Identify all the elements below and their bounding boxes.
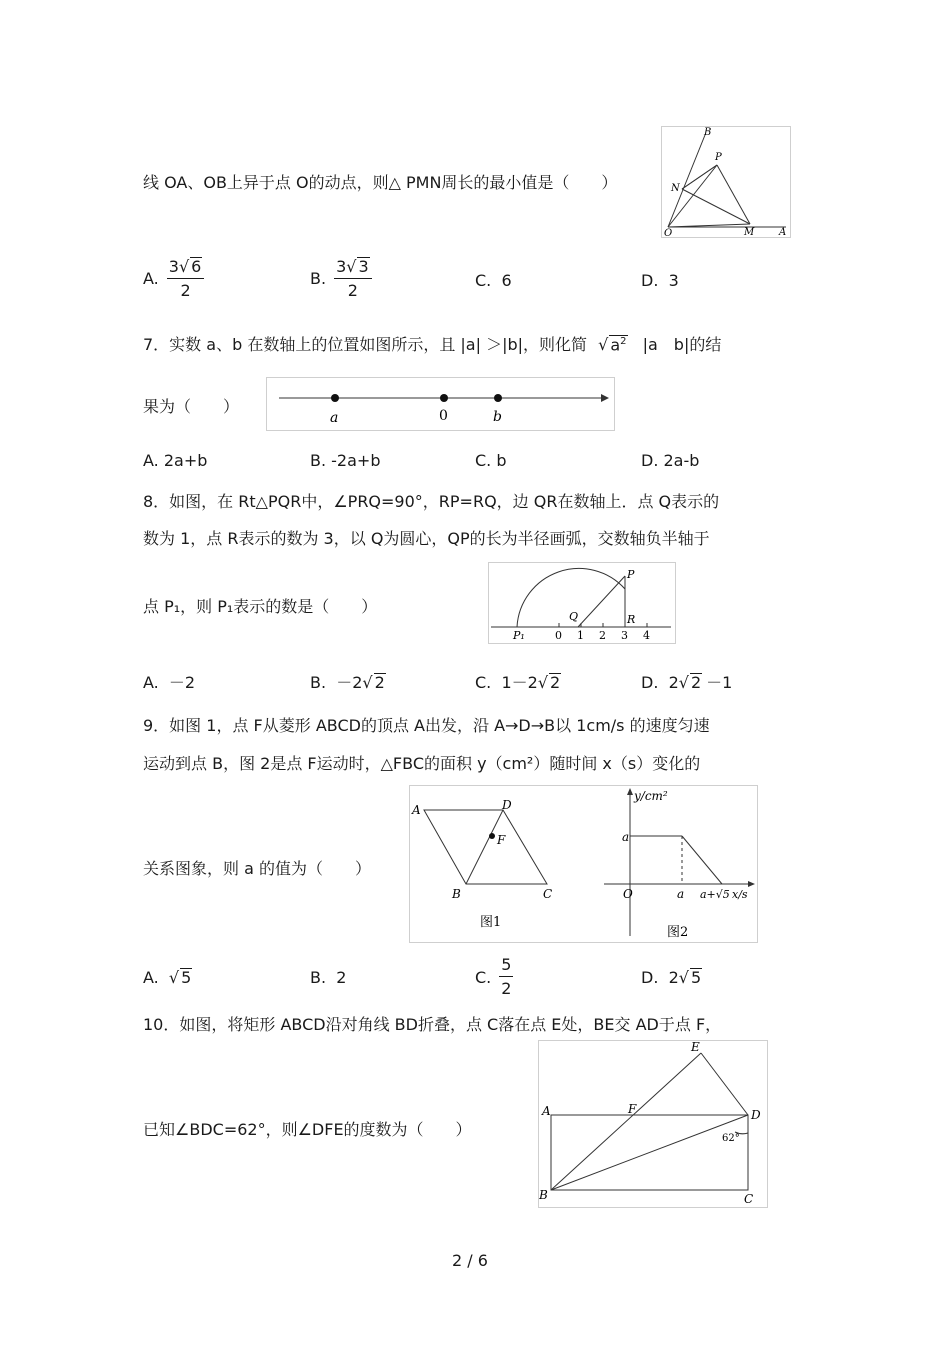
q8-option-c: C. 1－2√ 2 bbox=[475, 673, 561, 692]
q9-fig1-label-b: B bbox=[452, 887, 461, 901]
q9-fig1-label-d: D bbox=[502, 798, 512, 812]
q6-label-a: A bbox=[779, 227, 787, 237]
q10-label-a: A bbox=[542, 1104, 551, 1118]
q8-option-c-letter: C. bbox=[475, 673, 492, 692]
q6-option-b-coef: 3 bbox=[336, 257, 347, 276]
q9-option-b-letter: B. bbox=[310, 968, 327, 987]
q8-label-r: R bbox=[627, 613, 636, 626]
q9-fig2-label-a-x: a bbox=[677, 887, 685, 901]
q9-fig1-label-f: F bbox=[497, 833, 506, 847]
q8-tick-3: 3 bbox=[621, 629, 628, 642]
q10-stem-line1: 10．如图，将矩形 ABCD沿对角线 BD折叠，点 C落在点 E处，BE交 AD于点 F， bbox=[143, 1015, 722, 1034]
q6-option-b bbox=[310, 257, 372, 301]
q9-stem-line3: 关系图象，则 a 的值为（ ） bbox=[143, 859, 371, 878]
q6-label-m: M bbox=[744, 227, 755, 237]
q10-stem-line2: 已知∠BDC=62°，则∠DFE的度数为（ ） bbox=[143, 1120, 472, 1139]
q7-option-b: B. -2a+b bbox=[310, 451, 381, 470]
q6-option-b-radicand: 3 bbox=[358, 257, 369, 276]
q9-fig2-label-a-y: a bbox=[622, 830, 630, 844]
q9-fig2-label-y: y/cm² bbox=[634, 789, 668, 803]
q6-option-a-radicand: 6 bbox=[191, 257, 202, 276]
q7-option-d: D. 2a-b bbox=[641, 451, 700, 470]
q8-tick-1: 1 bbox=[577, 629, 584, 642]
q9-option-c bbox=[475, 956, 513, 999]
q8-tick-4: 4 bbox=[643, 629, 650, 642]
q6-option-c-text: 6 bbox=[501, 271, 512, 290]
q9-option-a-radicand: 5 bbox=[181, 968, 192, 987]
q7-stem-part1: 7．实数 a、b 在数轴上的位置如图所示，且 |a| ＞|b|，则化简 bbox=[143, 335, 588, 354]
q7-exponent: 2 bbox=[620, 335, 627, 347]
q6-option-c-letter: C. bbox=[475, 271, 492, 290]
q6-label-b: B bbox=[704, 127, 712, 138]
q6-option-b-letter: B. bbox=[310, 269, 327, 289]
page-number: 2 / 6 bbox=[452, 1251, 488, 1270]
q9-option-c-letter: C. bbox=[475, 967, 492, 987]
q6-option-a bbox=[143, 257, 204, 301]
q10-angle-label: 62° bbox=[722, 1133, 740, 1144]
q8-figure bbox=[488, 562, 676, 644]
q7-stem bbox=[143, 332, 721, 355]
q7-option-a: A. 2a+b bbox=[143, 451, 208, 470]
q8-tick-2: 2 bbox=[599, 629, 606, 642]
q6-option-b-denominator: 2 bbox=[347, 281, 358, 301]
q7-label-zero: 0 bbox=[439, 408, 448, 424]
q9-figures bbox=[409, 785, 758, 943]
q6-label-n: N bbox=[671, 183, 680, 194]
q8-stem-line1: 8．如图，在 Rt△PQR中，∠PRQ=90°，RP=RQ，边 QR在数轴上．点 Q表示的 bbox=[143, 492, 720, 511]
q9-fig1-label-c: C bbox=[543, 887, 553, 901]
q8-option-c-prefix: 1－2 bbox=[501, 673, 538, 692]
q8-stem-line3: 点 P₁，则 P₁表示的数是（ ） bbox=[143, 597, 378, 616]
q10-label-d: D bbox=[751, 1108, 761, 1122]
q7-label-a: a bbox=[330, 410, 339, 426]
q8-option-d-prefix: 2 bbox=[668, 673, 679, 692]
q7-radicand: a bbox=[610, 335, 621, 354]
q10-figure bbox=[538, 1040, 768, 1208]
q9-stem-line1: 9．如图 1，点 F从菱形 ABCD的顶点 A出发，沿 A→D→B以 1cm/s 的速度匀速 bbox=[143, 716, 710, 735]
q8-label-p: P bbox=[627, 568, 635, 581]
q9-fig2-label-x: x/s bbox=[732, 888, 748, 901]
q9-option-d-radicand: 5 bbox=[690, 968, 702, 987]
q8-option-d-letter: D. bbox=[641, 673, 659, 692]
q10-label-f: F bbox=[628, 1102, 637, 1116]
q6-figure bbox=[661, 126, 791, 238]
q6-option-a-coef: 3 bbox=[168, 257, 179, 276]
q9-option-a-letter: A. bbox=[143, 968, 159, 987]
q8-option-a-text: －2 bbox=[168, 673, 196, 692]
q8-option-b-radicand: 2 bbox=[374, 673, 385, 692]
q6-option-a-letter: A. bbox=[143, 269, 159, 289]
q9-option-c-denominator: 2 bbox=[501, 979, 512, 999]
q9-option-d-letter: D. bbox=[641, 968, 659, 987]
q6-option-d bbox=[641, 271, 679, 290]
q8-option-d-radicand: 2 bbox=[690, 673, 702, 692]
q7-label-b: b bbox=[493, 409, 502, 425]
q8-option-b-letter: B. bbox=[310, 673, 327, 692]
q9-fig1-caption: 图1 bbox=[480, 915, 502, 930]
q8-option-b-prefix: －2 bbox=[336, 673, 363, 692]
q9-stem-line2: 运动到点 B，图 2是点 F运动时，△FBC的面积 y（cm²）随时间 x（s）变化的 bbox=[143, 754, 701, 773]
q8-option-a bbox=[143, 670, 195, 693]
q8-tick-0: 0 bbox=[555, 629, 562, 642]
q10-label-c: C bbox=[744, 1192, 754, 1206]
q8-option-d-suffix: －1 bbox=[706, 673, 733, 692]
q9-option-d-prefix: 2 bbox=[668, 968, 679, 987]
q8-stem-line2: 数为 1，点 R表示的数为 3，以 Q为圆心，QP的长为半径画弧，交数轴负半轴于 bbox=[143, 529, 710, 548]
q9-option-b bbox=[310, 968, 346, 987]
q6-option-c bbox=[475, 271, 512, 290]
q9-option-b-text: 2 bbox=[336, 968, 347, 987]
q7-number-line-figure bbox=[266, 377, 615, 431]
q9-fig2-caption: 图2 bbox=[667, 925, 689, 940]
q6-option-b-fraction: $\frac{3√ 3}{2}$ bbox=[334, 257, 372, 301]
q6-label-o: O bbox=[664, 228, 673, 237]
q6-option-d-letter: D. bbox=[641, 271, 659, 290]
q6-option-a-fraction: $\frac{3√ 6}{2}$ bbox=[167, 257, 205, 301]
q6-option-a-denominator: 2 bbox=[180, 281, 191, 301]
q7-stem-line2: 果为（ ） bbox=[143, 397, 240, 416]
q7-option-c: C. b bbox=[475, 451, 507, 470]
q8-option-a-letter: A. bbox=[143, 673, 159, 692]
q9-option-c-numerator: 5 bbox=[499, 956, 513, 977]
q8-option-d: D. 2√ 2 －1 bbox=[641, 673, 733, 692]
q9-option-c-fraction bbox=[499, 956, 513, 999]
q7-sqrt-expression: √ $a^2$ bbox=[598, 335, 627, 354]
q8-label-p1: P₁ bbox=[513, 629, 525, 642]
q10-label-e: E bbox=[691, 1041, 700, 1054]
q6-option-d-text: 3 bbox=[668, 271, 679, 290]
q9-fig2-label-ax-end: a+√5 bbox=[700, 888, 730, 901]
q8-option-c-radicand: 2 bbox=[550, 673, 561, 692]
q6-stem: 线 OA、OB上异于点 O的动点，则△ PMN周长的最小值是（ ） bbox=[143, 173, 618, 192]
q9-fig2-label-o: O bbox=[623, 887, 633, 901]
q6-label-p: P bbox=[715, 152, 722, 163]
q9-fig1-label-a: A bbox=[412, 803, 421, 817]
q9-option-a: A. √ 5 bbox=[143, 968, 192, 987]
q9-option-d: D. 2√ 5 bbox=[641, 968, 702, 987]
q8-label-q: Q bbox=[569, 610, 579, 623]
q10-label-b: B bbox=[539, 1188, 548, 1202]
q7-stem-part2: |a b|的结 bbox=[642, 335, 722, 354]
q8-option-b: B. －2√ 2 bbox=[310, 673, 385, 692]
